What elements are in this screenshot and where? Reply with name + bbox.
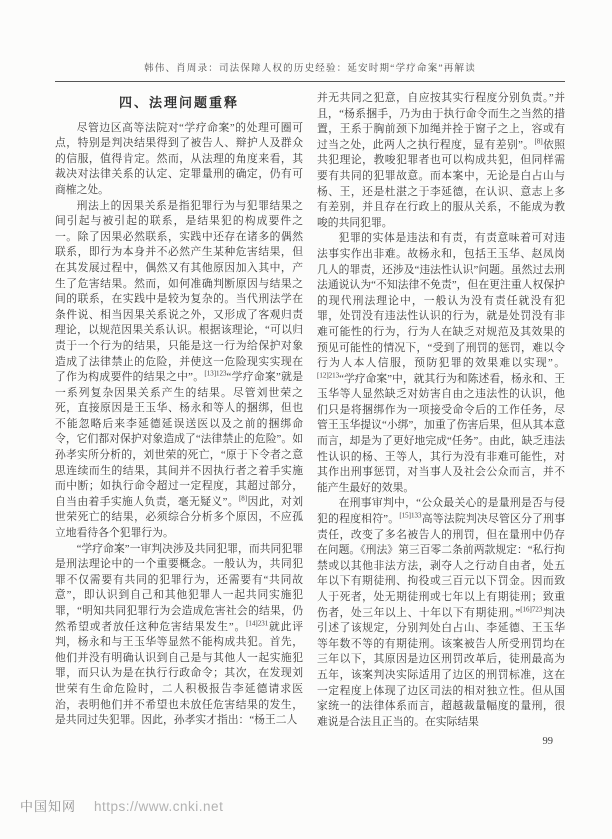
- paragraph: 犯罪的实体是违法和有责，有责意味着可对违法事实作出非难。故杨永和，包括王玉华、赵凤岗几人的罪责，还涉及“违法性认识”问题。虽然过去刑法通说认为“不知法律不免责”，但在更注重人权保护的现代刑法理论中，一般认为没有责任就没有犯罪，处罚没有违法性认识的行为，就是处罚没有非难可能性的行为，行为人在缺乏对规范及其效果的预见可能性的情况下，“受到了刑罚的惩罚，难以令行为人本人信服，预防犯罪的效果难以实现”。$^{[12]213}$“学疗命案”中，就其行为和陈述看，杨永和、王玉华等人显然缺乏对妨害自由之违法性的认识，他们只是将捆绑作为一项接受命令后的工作任务，尽管王玉华提议“小绑”，加重了伤害后果，但从其本意而言，却是为了更好地完成“任务”。由此，缺乏违法性认识的杨、王等人，其行为没有非难可能性，对其作出刑事惩罚，对当事人及社会公众而言，并不能产生最好的效果。: [317, 232, 565, 494]
- cnki-site-name: 中国知网: [20, 799, 77, 814]
- citation-superscript: [13]123: [204, 369, 227, 378]
- paragraph: 在刑事审判中，“公众最关心的是量刑是否与侵犯的程度相符”。$^{[15]133}$高等法院判决尽管区分了刑事责任，改变了多名被告人的刑罚，但在量刑中仍存在问题。《刑法》第三百零二条前两款规定：“私行拘禁或以其他非法方法，剥夺人之行动自由者，处五年以下有期徒刑、拘役或三百元以下罚金。因而致人于死者，处无期徒刑或七年以上有期徒刑；致重伤者，处三年以上、十年以下有期徒刑。”$^{[16]723}$判决引述了该规定，分别判处白占山、李延德、王玉华等年数不等的有期徒刑。该案被告人所受刑罚均在三年以下，其原因是边区刑罚改革后，徒刑最高为五年，该案判决实际适用了边区的刑罚标准，这在一定程度上体现了边区司法的相对独立性。但从国家统一的法律体系而言，超越裁量幅度的量刑，很难说是合法且正当的。在实际结果: [317, 497, 566, 728]
- citation-superscript: [8]: [534, 137, 543, 146]
- paragraph: 刑法上的因果关系是指犯罪行为与犯罪结果之间引起与被引起的联系，是结果犯的构成要件之一。除了因果必然联系，实践中还存在诸多的偶然联系，即行为本身并不必然产生某种危害结果，但在其发展过程中，偶然又有其他原因加入其中，产生了危害结果。然而，如何准确判断原因与结果之间的联系，在实践中是较为复杂的。当代刑法学在条件说、相当因果关系说之外，又形成了客观归责理论，以规范因果关系认识。根据该理论，“可以归责于一个行为的结果，只能是这一行为给保护对象造成了法律禁止的危险，并使这一危险现实实现在了作为构成要件的结果之中”。$^{[13]123}$“学疗命案”就是一系列复杂因果关系产生的结果。尽管刘世荣之死，直接原因是王玉华、杨永和等人的捆绑，但也不能忽略后来李延德延误送医以及之前的捆绑命令，它们都对保护对象造成了“法律禁止的危险”。如孙孝实所分析的，刘世荣的死亡，“原于下令者之意思连续而生的结果，其间并不因执行者之着手实施而中断；如执行命令超过一定程度，其超过部分，自当由着手实施人负责，毫无疑义”。[8]因此，对刘世荣死亡的结果，必须综合分析多个原因，不应孤立地看待各个犯罪行为。: [55, 199, 303, 540]
- paragraph: 并无共同之犯意，自应按其实行程度分别负责。”并且，“杨系捆手，乃为由于执行命令而生之当然的措置，王系于胸前颈下加绳并拴于窗子之上，容或有过当之处，此两人之执行程度，显有差别”。[8]依照共犯理论，教唆犯罪者也可以构成共犯，但同样需要有共同的犯罪故意。而本案中，无论是白占山与杨、王，还是杜湛之于李延德，在认识、意志上多有差别，并且存在行政上的服从关系，不能成为教唆的共同犯罪。: [317, 92, 566, 229]
- page-number: 99: [542, 736, 553, 748]
- running-header-title: 韩伟、肖周录：司法保障人权的历史经验：延安时期“学疗命案”再解读: [144, 64, 476, 74]
- header-rule-divider: [55, 81, 565, 82]
- two-column-body: [55, 91, 565, 750]
- citation-superscript: [16]723: [520, 605, 543, 613]
- section-heading: 四、法理问题重释: [118, 95, 239, 110]
- left-column: [55, 91, 303, 750]
- cnki-watermark-url: https://www.cnki.net: [94, 799, 224, 814]
- citation-superscript: [15]133: [399, 511, 422, 520]
- citation-superscript: [12]213: [317, 371, 340, 380]
- paragraph: “学疗命案”一审判决涉及共同犯罪，而共同犯罪是刑法理论中的一个重要概念。一般认为，共同犯罪不仅需要有共同的犯罪行为，还需要有“共同故意”，即认识到自己和其他犯罪人一起共同实施犯罪，“明知共同犯罪行为会造成危害社会的结果，仍然希望或者放任这种危害结果发生”。$^{[14]231}$就此评判，杨永和与王玉华等显然不能构成共犯。首先，他们并没有明确认识到自己是与其他人一起实施犯罪，而只认为是在执行行政命令；其次，在发现刘世荣有生命危险时，二人积极报告李延德请求医治，表明他们并不希望也未放任危害结果的发生，是共同过失犯罪。因此，孙孝实才指出：“杨王二人: [55, 542, 304, 727]
- citation-superscript: [8]: [238, 494, 248, 503]
- right-column-paragraphs: [317, 91, 565, 730]
- left-column-paragraphs: [55, 121, 303, 729]
- cnki-watermark: [20, 796, 223, 815]
- right-column: [317, 91, 565, 750]
- citation-superscript: [14]231: [246, 619, 269, 627]
- paragraph: 尽管边区高等法院对“学疗命案”的处理可圈可点，特别是判决结果得到了被告人、辩护人及群众的信服，值得肯定。然而，从法理的角度来看，其裁决对法律关系的认定、定罪量刑的确定，仍有可商榷之处。: [55, 121, 303, 196]
- page-content: [55, 60, 565, 750]
